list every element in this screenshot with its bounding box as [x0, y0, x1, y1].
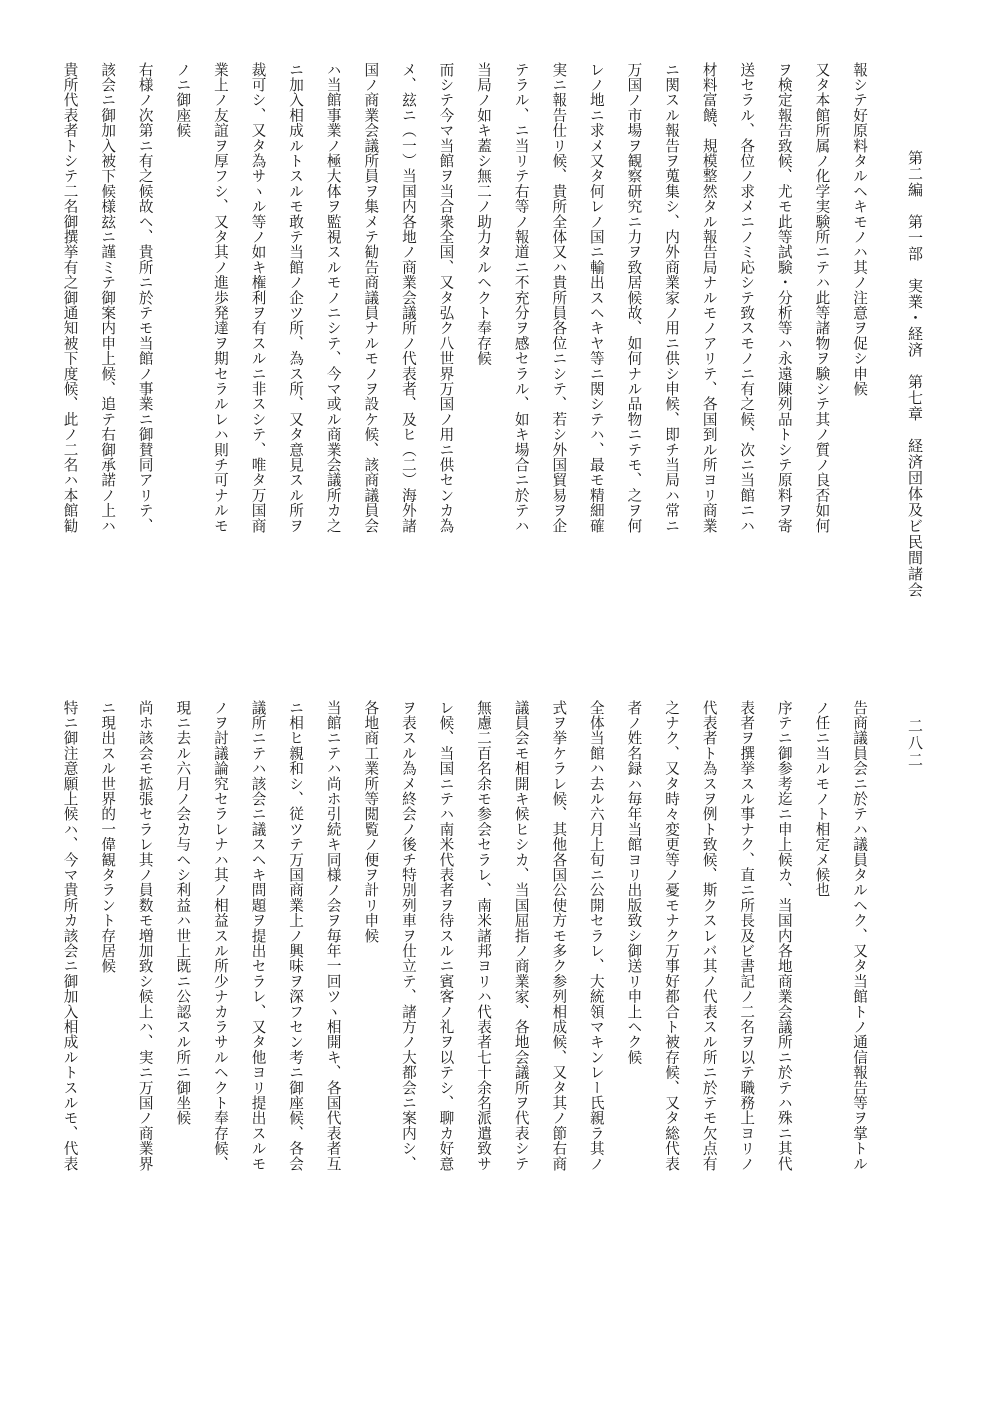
text-column: ハ当館事業ノ極大体ヲ監視スルモノニシテ、今マ或ル商業会議所カ之: [324, 62, 342, 534]
text-column: 報シテ好原料タルヘキモノハ其ノ注意ヲ促シ申候: [851, 62, 868, 397]
text-column: 右様ノ次第ニ有之候故ヘ、貴所ニ於テモ当館ノ事業ニ御賛同アリテ、: [136, 62, 154, 534]
text-column: 議員会モ相開キ候ヒシカ、当国屈指ノ商業家、各地会議所ヲ代表シテ: [512, 700, 530, 1172]
text-column: ニ相ヒ親和シ、従ツテ万国商業上ノ興味ヲ深フセン考ニ御座候、各会: [287, 700, 305, 1172]
text-column: 業上ノ友誼ヲ厚フシ、又タ其ノ進歩発達ヲ期セラルレハ則チ可ナルモ: [211, 62, 229, 534]
text-column: 者ノ姓名録ハ毎年当館ヨリ出版致シ御送リ申上ヘク候: [625, 700, 643, 1065]
text-column: 国ノ商業会議所員ヲ集メテ勧告商議員ナルモノヲ設ケ候、該商議員会: [362, 62, 380, 534]
text-column: ヲ検定報告致候、尤モ此等試験・分析等ハ永遠陳列品トシテ原料ヲ寄: [775, 62, 793, 534]
text-column: 之ナク、又タ時々変更等ノ憂モナク万事好都合ト被存候、又タ総代表: [663, 700, 681, 1172]
text-column: 又タ本館所属ノ化学実験所ニテハ此等諸物ヲ験シテ其ノ質ノ良否如何: [813, 62, 831, 534]
text-column: 而シテ今マ当館ヲ当合衆全国、又タ弘ク八世界万国ノ用ニ供センカ為: [437, 62, 455, 534]
text-column: 議所ニテハ該会ニ議スヘキ問題ヲ提出セラレ、又タ他ヨリ提出スルモ: [249, 700, 267, 1172]
text-column: 該会ニ御加入被下候様玆ニ謹ミテ御案内申上候、追テ右御承諾ノ上ハ: [99, 62, 117, 534]
text-column: 序テニ御参考迄ニ申上候カ、当国内各地商業会議所ニ於テハ殊ニ其代: [775, 700, 793, 1172]
text-column: 当局ノ如キ蓋シ無二ノ助力タルヘクト奉存候: [475, 62, 493, 366]
text-column: 表者ヲ撰挙スル事ナク、直ニ所長及ビ書記ノ二名ヲ以テ職務上ヨリノ: [738, 700, 756, 1172]
text-column: 万国ノ市場ヲ観察研究ニ力ヲ致居候故、如何ナル品物ニテモ、之ヲ何: [625, 62, 643, 534]
page-number: 二八二: [906, 718, 924, 769]
text-column: 告商議員会ニ於テハ議員タルヘク、又タ当館トノ通信報告等ヲ掌トル: [851, 700, 868, 1172]
text-column: ニ加入相成ルトスルモ敢テ当館ノ企ツ所、為ス所、又タ意見スル所ヲ: [287, 62, 305, 534]
text-column: ノニ御座候: [174, 62, 192, 138]
text-column: 送セラル、各位ノ求メニノミ応シテ致スモノニ有之候、次ニ当館ニハ: [738, 62, 756, 534]
text-column: 全体当館ハ去ル六月上旬ニ公開セラレ、大統領マキンレー氏親ラ其ノ: [587, 700, 605, 1172]
text-column: 特ニ御注意願上候ハ、今マ貴所カ該会ニ御加入相成ルトスルモ、代表: [61, 700, 79, 1172]
text-column: ノヲ討議論究セラレナハ其ノ相益スル所少ナカラサルヘクト奉存候、: [211, 700, 229, 1172]
text-column: 代表者ト為スヲ例ト致候、斯クスレバ其ノ代表スル所ニ於テモ欠点有: [700, 700, 718, 1172]
text-column: 貴所代表者トシテ二名御撰挙有之御通知被下度候、此ノ二名ハ本館勧: [61, 62, 79, 534]
text-column: 尚ホ該会モ拡張セラレ其ノ員数モ増加致シ候上ハ、実ニ万国ノ商業界: [136, 700, 154, 1172]
text-column: ニ関スル報告ヲ蒐集シ、内外商業家ノ用ニ供シ申候、即チ当局ハ常ニ: [663, 62, 681, 534]
text-column: 実ニ報告仕リ候、貴所全体又ハ貴所員各位ニシテ、若シ外国貿易ヲ企: [550, 62, 568, 534]
text-column: 式ヲ挙ケラレ候、其他各国公使方モ多ク参列相成候、又タ其ノ節右商: [550, 700, 568, 1172]
text-column: 当館ニテハ尚ホ引続キ同様ノ会ヲ毎年一回ツヽ相開キ、各国代表者互: [324, 700, 342, 1172]
text-column: ニ現出スル世界的一偉観タラント存居候: [99, 700, 117, 974]
text-column: 裁可シ、又タ為サヽル等ノ如キ権利ヲ有スルニ非スシテ、唯タ万国商: [249, 62, 267, 534]
text-column: レノ地ニ求メ又タ何レノ国ニ輸出スヘキヤ等ニ関シテハ、最モ精細確: [587, 62, 605, 534]
running-head: 第二編 第一部 実業・経済 第七章 経済団体及ビ民間諸会: [906, 150, 924, 598]
text-column: 現ニ去ル六月ノ会カ与ヘシ利益ハ世上既ニ公認スル所ニ御坐候: [174, 700, 192, 1126]
lower-text-block: [61, 700, 878, 1325]
text-column: ヲ表スル為メ終会ノ後チ特別列車ヲ仕立テ、諸方ノ大都会ニ案内シ、: [399, 700, 417, 1172]
text-column: レ候、当国ニテハ南米代表者ヲ待スルニ賓客ノ礼ヲ以テシ、聊カ好意: [437, 700, 455, 1172]
text-column: ノ任ニ当ルモノト相定メ候也: [813, 700, 831, 898]
text-column: 無慮二百名余モ参会セラレ、南米諸邦ヨリハ代表者七十余名派遣致サ: [475, 700, 493, 1172]
text-column: 各地商工業所等閲覧ノ便ヲ計リ申候: [362, 700, 380, 944]
text-column: メ、玆ニ（一）当国内各地ノ商業会議所ノ代表者、及ヒ（二）海外諸: [399, 62, 417, 534]
text-column: 材料富饒、規模整然タル報告局ナルモノアリテ、各国到ル所ヨリ商業: [700, 62, 718, 534]
upper-text-block: [61, 62, 878, 682]
text-column: テラル、ニ当リテ右等ノ報道ニ不充分ヲ感セラル、如キ場合ニ於テハ: [512, 62, 530, 534]
